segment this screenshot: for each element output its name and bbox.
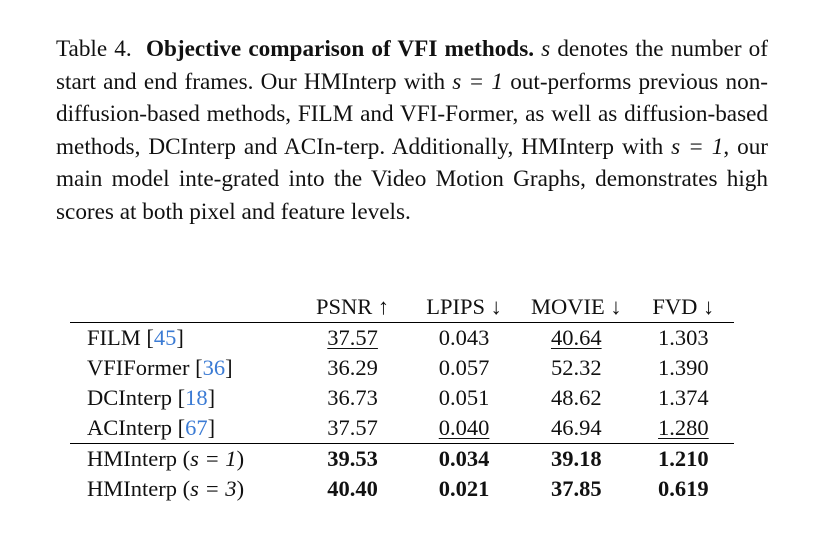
movie-value: 39.18 bbox=[550, 446, 602, 471]
caption-s-eq: s = 1 bbox=[452, 68, 503, 95]
fvd-value: 0.619 bbox=[658, 476, 709, 501]
movie-cell bbox=[520, 474, 633, 504]
movie-value: 37.85 bbox=[550, 476, 602, 501]
caption-s-eq-2: s = 1 bbox=[671, 133, 724, 160]
citation-link[interactable]: 36 bbox=[202, 355, 226, 380]
results-table-wrapper bbox=[70, 292, 736, 504]
citation-link[interactable]: 67 bbox=[185, 415, 208, 440]
lpips-value: 0.040 bbox=[438, 415, 490, 440]
psnr-value: 37.57 bbox=[327, 325, 378, 350]
table-row bbox=[70, 444, 734, 475]
movie-value: 52.32 bbox=[550, 355, 602, 380]
fvd-value: 1.390 bbox=[658, 355, 709, 380]
table-caption bbox=[56, 33, 768, 229]
movie-value: 46.94 bbox=[550, 415, 602, 440]
citation-link[interactable]: 18 bbox=[185, 385, 208, 410]
method-cell: VFIFormer [36] bbox=[87, 355, 233, 380]
method-cell: ACInterp [67] bbox=[87, 415, 216, 440]
psnr-value: 36.29 bbox=[327, 355, 378, 380]
psnr-cell bbox=[297, 474, 408, 504]
movie-value: 40.64 bbox=[550, 325, 602, 350]
psnr-value: 36.73 bbox=[327, 385, 378, 410]
method-name: VFIFormer bbox=[87, 355, 190, 380]
psnr-value: 40.40 bbox=[327, 476, 378, 501]
table-row bbox=[70, 353, 734, 383]
fvd-value: 1.280 bbox=[658, 415, 709, 440]
movie-cell bbox=[520, 323, 633, 354]
method-cell: HMInterp (s = 1) bbox=[70, 444, 297, 475]
header-movie: MOVIE ↓ bbox=[520, 292, 633, 323]
header-lpips: LPIPS ↓ bbox=[408, 292, 520, 323]
table-row bbox=[70, 323, 734, 354]
method-setting: s = 1 bbox=[190, 446, 237, 471]
citation-link[interactable]: 45 bbox=[153, 325, 177, 350]
lpips-cell bbox=[408, 323, 520, 354]
movie-cell bbox=[520, 413, 633, 444]
method-cell: HMInterp (s = 3) bbox=[87, 476, 245, 501]
table-header-row bbox=[70, 292, 734, 323]
psnr-value: 37.57 bbox=[327, 415, 378, 440]
lpips-value: 0.034 bbox=[438, 446, 490, 471]
method-cell: DCInterp [18] bbox=[87, 385, 216, 410]
fvd-cell bbox=[633, 444, 734, 475]
method-cell: FILM [45] bbox=[87, 325, 184, 350]
fvd-cell bbox=[633, 353, 734, 383]
header-fvd: FVD ↓ bbox=[633, 292, 734, 323]
table-row bbox=[70, 413, 734, 444]
caption-title: Objective comparison of VFI methods. bbox=[145, 36, 535, 62]
lpips-cell bbox=[408, 444, 520, 475]
lpips-value: 0.021 bbox=[438, 476, 490, 501]
psnr-cell bbox=[297, 353, 408, 383]
method-name: ACInterp bbox=[87, 415, 172, 440]
movie-value: 48.62 bbox=[550, 385, 602, 410]
caption-text-part2: out-performs previous non-diffusion-based methods, FILM and VFI-Former, as well as diffusion-based methods, DCInterp and ACIn-terp. Additionally, HMInterp with bbox=[56, 68, 769, 160]
movie-cell bbox=[520, 353, 633, 383]
lpips-cell bbox=[408, 383, 520, 413]
table-row bbox=[70, 474, 734, 504]
fvd-cell bbox=[633, 474, 734, 504]
caption-label: Table 4. bbox=[56, 36, 132, 62]
lpips-value: 0.043 bbox=[438, 325, 490, 350]
lpips-cell bbox=[408, 474, 520, 504]
movie-cell bbox=[520, 383, 633, 413]
table-row bbox=[70, 383, 734, 413]
results-table bbox=[70, 292, 734, 504]
fvd-cell bbox=[633, 323, 734, 354]
fvd-value: 1.210 bbox=[658, 446, 709, 471]
caption-text-part1: Our HMInterp with bbox=[260, 68, 446, 95]
psnr-cell bbox=[297, 383, 408, 413]
movie-cell bbox=[520, 444, 633, 475]
lpips-cell bbox=[408, 353, 520, 383]
caption-text-part3: , our main model inte-grated into the Video Motion Graphs, demonstrates high scores at both pixel and feature levels. bbox=[56, 133, 769, 225]
psnr-value: 39.53 bbox=[327, 446, 378, 471]
method-name: HMInterp bbox=[87, 446, 177, 471]
method-name: FILM bbox=[87, 325, 141, 350]
method-name: DCInterp bbox=[87, 385, 172, 410]
header-method bbox=[70, 292, 297, 323]
method-setting: s = 3 bbox=[190, 476, 237, 501]
fvd-cell bbox=[633, 383, 734, 413]
lpips-value: 0.057 bbox=[438, 355, 490, 380]
fvd-cell bbox=[633, 413, 734, 444]
psnr-cell bbox=[297, 413, 408, 444]
lpips-value: 0.051 bbox=[438, 385, 490, 410]
lpips-cell bbox=[408, 413, 520, 444]
caption-s-symbol: s bbox=[541, 36, 551, 62]
header-psnr: PSNR ↑ bbox=[297, 292, 408, 323]
caption-s-definition: denotes the number of start and end frames. bbox=[56, 36, 768, 95]
fvd-value: 1.374 bbox=[658, 385, 709, 410]
method-name: HMInterp bbox=[87, 476, 177, 501]
psnr-cell bbox=[297, 323, 408, 354]
psnr-cell bbox=[297, 444, 408, 475]
fvd-value: 1.303 bbox=[658, 325, 709, 350]
